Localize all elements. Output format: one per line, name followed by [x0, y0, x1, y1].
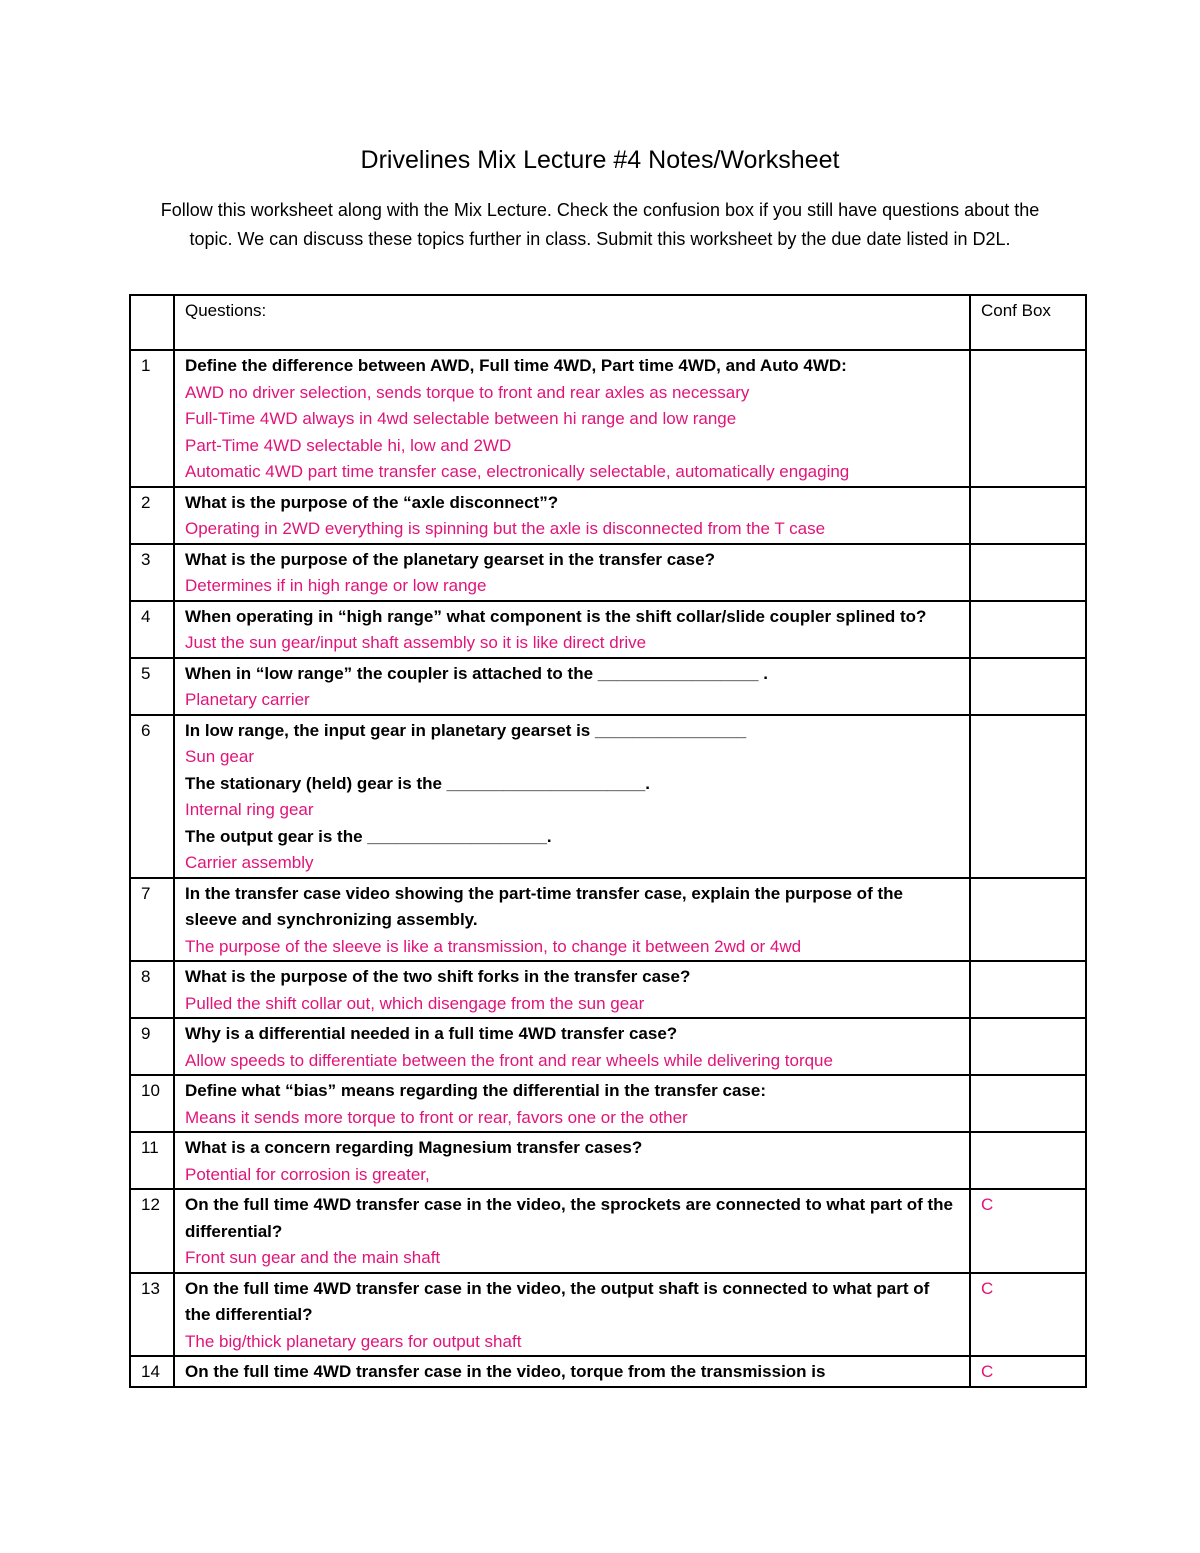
question-cell	[174, 1132, 970, 1189]
answer-text: AWD no driver selection, sends torque to front and rear axles as necessary	[185, 382, 750, 402]
answer-text: Pulled the shift collar out, which disengage from the sun gear	[185, 993, 645, 1013]
table-row	[130, 601, 1086, 658]
confusion-box-cell[interactable]	[970, 544, 1086, 601]
table-row	[130, 961, 1086, 1018]
question-text: Define the difference between AWD, Full time 4WD, Part time 4WD, and Auto 4WD:	[185, 356, 847, 375]
confusion-box-cell[interactable]	[970, 1189, 1086, 1273]
confusion-mark: C	[981, 1278, 994, 1298]
answer-text: Allow speeds to differentiate between the front and rear wheels while delivering torque	[185, 1050, 833, 1070]
confusion-mark: C	[981, 1362, 994, 1381]
confusion-box-cell[interactable]	[970, 658, 1086, 715]
question-text: The output gear is the ___________________.	[185, 826, 552, 846]
question-text: The stationary (held) gear is the _____________________.	[185, 773, 650, 793]
intro-paragraph: Follow this worksheet along with the Mix Lecture. Check the confusion box if you still have questions about the topic. We can discuss these topics further in class. Submit this worksheet by the due date listed in D2L.	[160, 200, 1040, 249]
question-number: 3	[130, 544, 174, 601]
question-cell	[174, 1273, 970, 1357]
question-text: What is the purpose of the “axle disconnect”?	[185, 492, 559, 512]
document-title: Drivelines Mix Lecture #4 Notes/Worksheet	[360, 146, 840, 174]
answer-text: Just the sun gear/input shaft assembly so it is like direct drive	[185, 633, 647, 652]
question-cell	[174, 1356, 970, 1387]
answer-text: The big/thick planetary gears for output shaft	[185, 1331, 522, 1351]
question-cell	[174, 544, 970, 601]
worksheet-table	[129, 294, 1087, 1388]
answer-text: The purpose of the sleeve is like a transmission, to change it between 2wd or 4wd	[185, 936, 802, 956]
question-number: 8	[130, 961, 174, 1018]
question-cell	[174, 658, 970, 715]
question-cell	[174, 601, 970, 658]
question-number: 9	[130, 1018, 174, 1075]
question-number: 6	[130, 715, 174, 878]
answer-text: Part-Time 4WD selectable hi, low and 2WD	[185, 435, 512, 455]
answer-text: Operating in 2WD everything is spinning but the axle is disconnected from the T case	[185, 519, 826, 538]
table-row	[130, 878, 1086, 962]
question-text: Why is a differential needed in a full time 4WD transfer case?	[185, 1024, 678, 1043]
question-text: On the full time 4WD transfer case in the video, the sprockets are connected to what part of the differential?	[185, 1195, 953, 1241]
question-cell	[174, 487, 970, 544]
table-row	[130, 1273, 1086, 1357]
question-number: 4	[130, 601, 174, 658]
confusion-mark: C	[981, 1195, 994, 1214]
question-text: Define what “bias” means regarding the differential in the transfer case:	[185, 1081, 766, 1100]
table-row	[130, 658, 1086, 715]
question-text: When operating in “high range” what component is the shift collar/slide coupler splined to?	[185, 606, 927, 626]
table-row	[130, 487, 1086, 544]
answer-text: Internal ring gear	[185, 800, 314, 819]
table-row	[130, 1189, 1086, 1273]
question-text: What is a concern regarding Magnesium transfer cases?	[185, 1138, 643, 1157]
conf-box-header-label: Conf Box	[981, 301, 1051, 320]
question-number: 11	[130, 1132, 174, 1189]
question-cell	[174, 1018, 970, 1075]
confusion-box-cell[interactable]	[970, 1132, 1086, 1189]
question-cell	[174, 878, 970, 962]
table-row	[130, 350, 1086, 487]
confusion-box-cell[interactable]	[970, 487, 1086, 544]
answer-text: Carrier assembly	[185, 853, 314, 872]
questions-header-label: Questions:	[185, 301, 267, 320]
question-text: In low range, the input gear in planetary gearset is ________________	[185, 720, 747, 740]
answer-text: Sun gear	[185, 747, 254, 766]
header-conf-cell	[970, 295, 1086, 350]
question-number: 1	[130, 350, 174, 487]
table-header-row	[130, 295, 1086, 350]
confusion-box-cell[interactable]	[970, 601, 1086, 658]
table-row	[130, 544, 1086, 601]
confusion-box-cell[interactable]	[970, 1273, 1086, 1357]
question-number: 5	[130, 658, 174, 715]
confusion-box-cell[interactable]	[970, 1075, 1086, 1132]
confusion-box-cell[interactable]	[970, 350, 1086, 487]
question-number: 12	[130, 1189, 174, 1273]
question-number: 7	[130, 878, 174, 962]
question-cell	[174, 350, 970, 487]
answer-text: Potential for corrosion is greater,	[185, 1164, 430, 1184]
answer-text: Full-Time 4WD always in 4wd selectable between hi range and low range	[185, 409, 737, 428]
table-row	[130, 1075, 1086, 1132]
question-text: On the full time 4WD transfer case in the video, the output shaft is connected to what part of the differential?	[185, 1278, 930, 1324]
confusion-box-cell[interactable]	[970, 1356, 1086, 1387]
table-row	[130, 1356, 1086, 1387]
question-number: 10	[130, 1075, 174, 1132]
question-cell	[174, 961, 970, 1018]
question-number: 13	[130, 1273, 174, 1357]
table-row	[130, 1132, 1086, 1189]
question-text: What is the purpose of the two shift forks in the transfer case?	[185, 967, 691, 986]
question-text: On the full time 4WD transfer case in the video, torque from the transmission is	[185, 1362, 826, 1381]
answer-text: Planetary carrier	[185, 690, 310, 709]
answer-text: Determines if in high range or low range	[185, 576, 487, 595]
confusion-box-cell[interactable]	[970, 878, 1086, 962]
question-text: In the transfer case video showing the part-time transfer case, explain the purpose of the sleeve and synchronizing assembly.	[185, 883, 903, 929]
answer-text: Front sun gear and the main shaft	[185, 1248, 441, 1267]
question-number: 14	[130, 1356, 174, 1387]
confusion-box-cell[interactable]	[970, 715, 1086, 878]
worksheet-table-body	[130, 295, 1086, 1387]
answer-text: Automatic 4WD part time transfer case, electronically selectable, automatically engaging	[185, 462, 850, 481]
header-questions-cell	[174, 295, 970, 350]
question-number: 2	[130, 487, 174, 544]
answer-text: Means it sends more torque to front or rear, favors one or the other	[185, 1107, 688, 1127]
question-cell	[174, 1189, 970, 1273]
table-row	[130, 715, 1086, 878]
confusion-box-cell[interactable]	[970, 961, 1086, 1018]
table-row	[130, 1018, 1086, 1075]
question-cell	[174, 715, 970, 878]
header-num-cell	[130, 295, 174, 350]
question-text: When in “low range” the coupler is attached to the _________________ .	[185, 663, 768, 683]
confusion-box-cell[interactable]	[970, 1018, 1086, 1075]
question-text: What is the purpose of the planetary gearset in the transfer case?	[185, 549, 715, 569]
question-cell	[174, 1075, 970, 1132]
